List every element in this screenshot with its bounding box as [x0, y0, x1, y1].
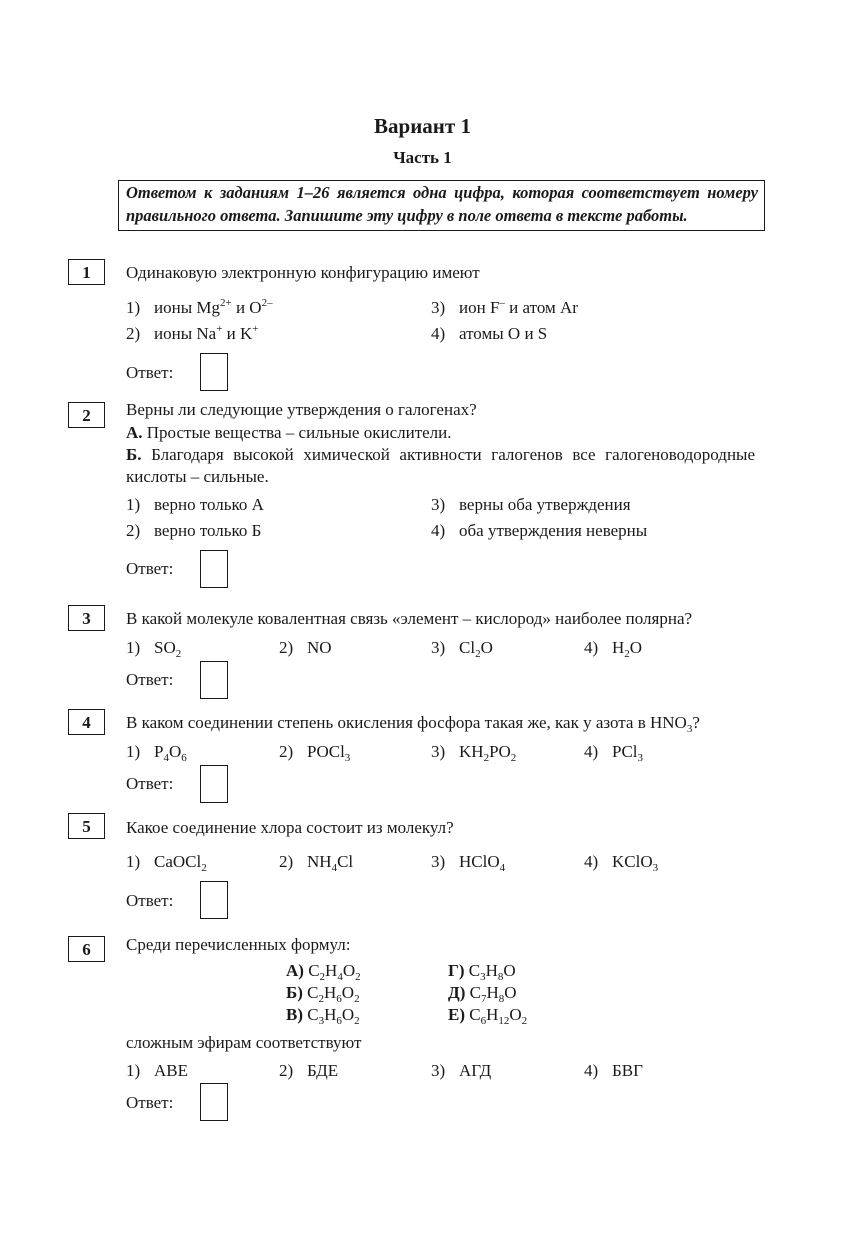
task-option: 3) HClO$_4$ — [431, 852, 506, 874]
statement-b — [126, 444, 755, 488]
task-option: 4) PCl$_3$ — [584, 742, 644, 764]
answer-box[interactable] — [200, 661, 228, 699]
answer-label: Ответ: — [126, 670, 174, 689]
task-question: Верны ли следующие утверждения о галогенах? — [126, 400, 477, 419]
page-title: Вариант 1 — [374, 114, 471, 138]
task-option: 4) оба утверждения неверны — [431, 521, 648, 540]
task-option: 4) БВГ — [584, 1061, 643, 1080]
formula-item: Е) $C_6H_{12}O_2$ — [448, 1005, 528, 1027]
answer-box[interactable] — [200, 1083, 228, 1121]
task-number: 1 — [68, 259, 105, 285]
task-option: 1) CaOCl$_2$ — [126, 852, 207, 874]
answer-box[interactable] — [200, 550, 228, 588]
answer-box[interactable] — [200, 881, 228, 919]
task-number: 2 — [68, 402, 105, 428]
task-question: Среди перечисленных формул: — [126, 935, 351, 954]
statement-b-label: Б. — [126, 445, 142, 464]
answer-label: Ответ: — [126, 559, 174, 578]
task-option: 4) атомы O и S — [431, 324, 548, 343]
task-question: В каком соединении степень окисления фосфора такая же, как у азота в $HNO_3$? — [126, 713, 700, 735]
task-option: 2) БДЕ — [279, 1061, 339, 1080]
task-option: 2) верно только Б — [126, 521, 262, 540]
task-option: 1) АВЕ — [126, 1061, 188, 1080]
answer-label: Ответ: — [126, 774, 174, 793]
task-question: Какое соединение хлора состоит из молекул? — [126, 818, 454, 837]
task-option: 1) верно только А — [126, 495, 264, 514]
task-option: 3) АГД — [431, 1061, 492, 1080]
formula-item: Б) $C_2H_6O_2$ — [286, 983, 360, 1005]
task-option: 2) POCl$_3$ — [279, 742, 351, 764]
task-option: 1) $P_4O_6$ — [126, 742, 187, 764]
task-option: 2) NO — [279, 638, 332, 657]
formula-item: А) $C_2H_4O_2$ — [286, 961, 361, 983]
task-number: 3 — [68, 605, 105, 631]
task-option: 3) ион F– и атом Ar — [431, 297, 578, 317]
statement-a-label: А. — [126, 423, 143, 442]
answer-label: Ответ: — [126, 1093, 174, 1112]
statement-a-text: Простые вещества – сильные окислители. — [146, 423, 452, 442]
answer-label: Ответ: — [126, 891, 174, 910]
answer-box[interactable] — [200, 353, 228, 391]
formula-item: Г) $C_3H_8O$ — [448, 961, 516, 983]
statement-b-text: Благодаря высокой химической активности галогенов все галогеноводородные кислоты – сильные. — [126, 445, 756, 486]
task-number: 6 — [68, 936, 105, 962]
task-option: 3) $KH_2PO_2$ — [431, 742, 517, 764]
task-option: 2) ионы Na+ и K+ — [126, 323, 259, 343]
formula-item: Д) $C_7H_8O$ — [448, 983, 517, 1005]
task-question: Одинаковую электронную конфигурацию имеют — [126, 263, 480, 282]
task-option: 2) $NH_4Cl$ — [279, 852, 354, 874]
answer-label: Ответ: — [126, 363, 174, 382]
answer-box[interactable] — [200, 765, 228, 803]
task-question-end: сложным эфирам соответствуют — [126, 1033, 362, 1052]
task-option: 1) ионы $Mg^{2+}$ и $O^{2-}$ — [126, 297, 273, 317]
task-number: 4 — [68, 709, 105, 735]
task-number: 5 — [68, 813, 105, 839]
task-option: 3) $Cl_2O$ — [431, 638, 493, 660]
task-option: 3) верны оба утверждения — [431, 495, 631, 514]
task-question: В какой молекуле ковалентная связь «элемент – кислород» наиболее полярна? — [126, 609, 693, 628]
formula-item: В) $C_3H_6O_2$ — [286, 1005, 360, 1027]
statement-a — [126, 422, 452, 444]
task-option: 4) KClO$_3$ — [584, 852, 659, 874]
part-title: Часть 1 — [393, 148, 452, 167]
task-option: 4) $H_2O$ — [584, 638, 643, 660]
task-option: 1) $SO_2$ — [126, 638, 182, 660]
instruction-box: Ответом к заданиям 1–26 является одна цифра, которая соответствует номеру правильного ответа. Запишите эту цифру в поле ответа в тексте работы. — [118, 180, 765, 231]
